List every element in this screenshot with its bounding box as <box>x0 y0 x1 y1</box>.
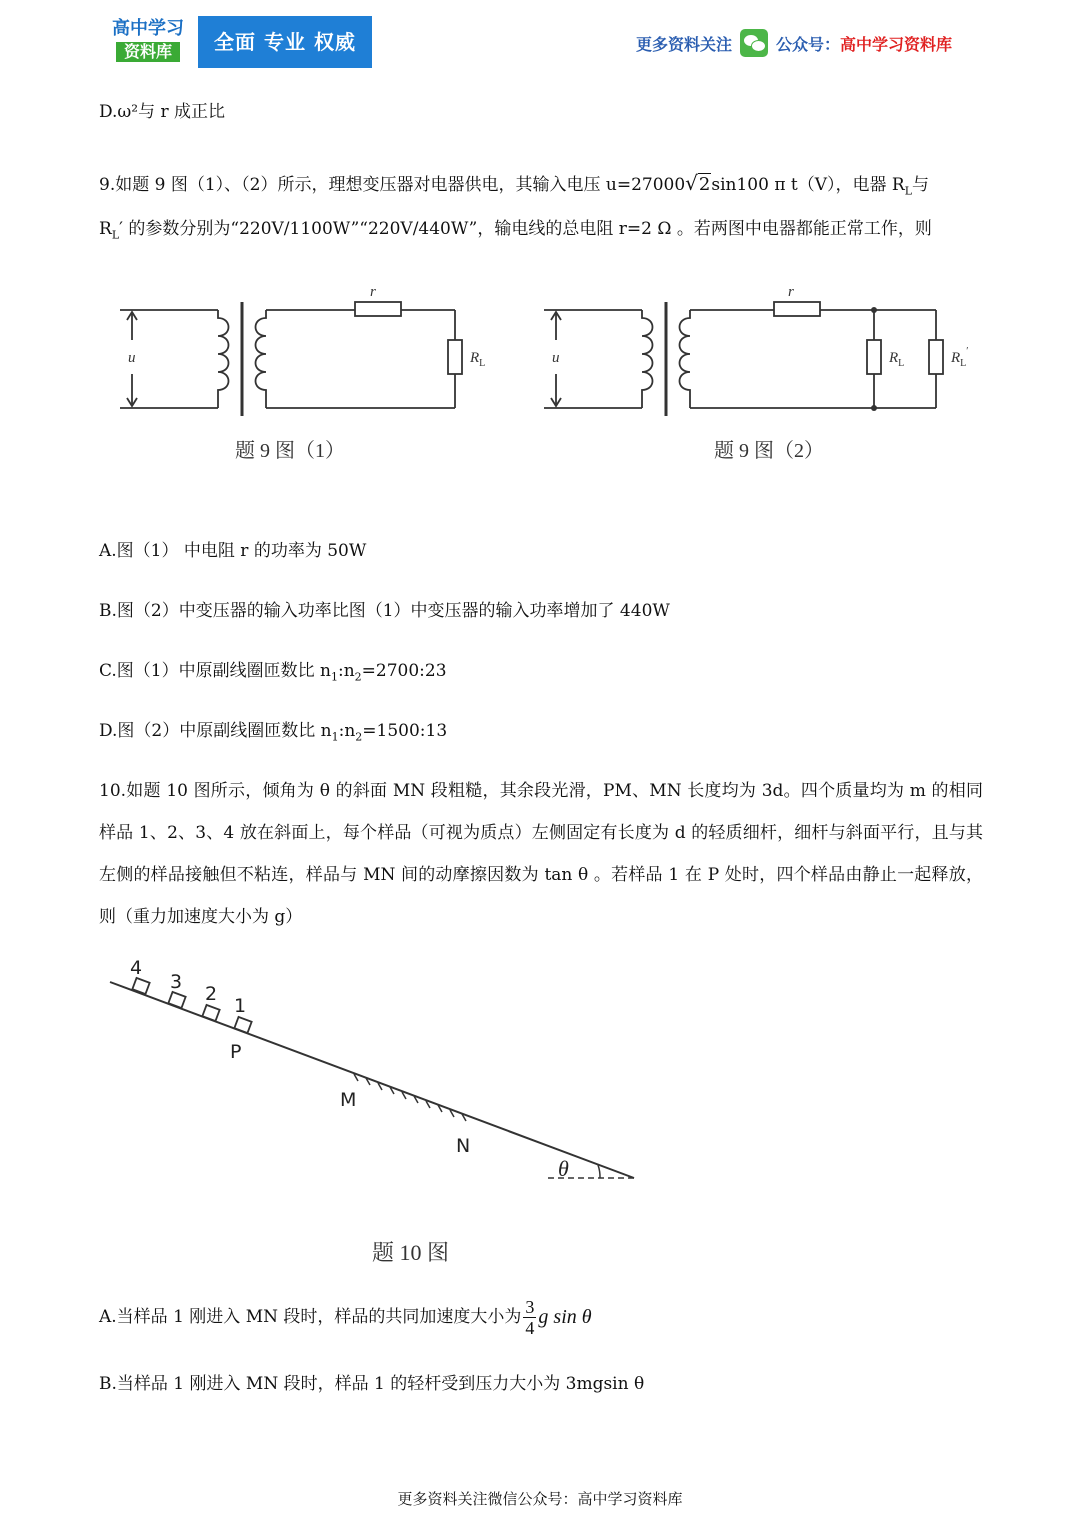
q9-option-b: B.图（2）中变压器的输入功率比图（1）中变压器的输入功率增加了 440W <box>99 601 670 621</box>
circuit-1 <box>120 302 462 416</box>
caption-fig9-1: 题 9 图（1） <box>235 440 345 462</box>
q9-stem-line1: 9.如题 9 图（1）、（2）所示，理想变压器对电器供电，其输入电压 u=27000√2sin100 π t（V），电器 $R_L$与 <box>99 171 930 198</box>
label-u-1: u <box>128 350 136 366</box>
q9-option-c <box>99 660 447 688</box>
label-RLp-2: $R_L'$ <box>951 346 969 369</box>
label-N: N <box>456 1135 471 1157</box>
sqrt-value: 2 <box>698 174 711 195</box>
incline-line <box>110 982 634 1178</box>
label-sample-3: 3 <box>170 971 183 993</box>
junction-dot-top <box>871 307 877 313</box>
q9-stem-R: R <box>99 219 112 239</box>
q9-stem-text3: 与 <box>912 175 930 195</box>
q9-stem-line2 <box>99 218 932 246</box>
q9-option-d <box>99 720 447 748</box>
logo-line2: 资料库 <box>116 42 180 62</box>
subscript-L: L <box>904 184 913 198</box>
q9-option-c-ratio: =2700:23 <box>361 661 447 681</box>
q9-option-a: A.图（1） 中电阻 r 的功率为 50W <box>99 541 367 561</box>
q9-stem-text4: ′ 的参数分别为“220V/1100W”“220V/440W”，输电线的总电阻 r=2 Ω 。若两图中电器都能正常工作，则 <box>119 219 932 239</box>
q9-stem-text: 9.如题 9 图（1）、（2）所示，理想变压器对电器供电，其输入电压 u=27000 <box>99 175 686 195</box>
q9-option-d-mid: :n <box>338 721 356 741</box>
page-footer: 更多资料关注微信公众号：高中学习资料库 <box>397 1490 683 1508</box>
q10-option-a <box>99 1292 592 1342</box>
q9-option-d-text: D.图（2）中原副线圈匝数比 n <box>99 721 332 741</box>
q9-option-d-ratio: =1500:13 <box>362 721 448 741</box>
label-Lp-2: L <box>960 358 967 369</box>
q9-option-c-mid: :n <box>337 661 355 681</box>
q10-stem: 10.如题 10 图所示，倾角为 θ 的斜面 MN 段粗糙，其余段光滑，PM、MN 长度均为 3d。四个质量均为 m 的相同样品 1、2、3、4 放在斜面上，每个样品（可视为质点）左侧固定有长度为 d 的轻质细杆，细杆与斜面平行，且与其左侧的样品接触但不粘连，样品与 MN 间的动摩擦因数为 tan θ 。若样品 1 在 P 处时，四个样品由静止一起释放，则（重力加速度大小为 g） <box>99 781 983 927</box>
label-RL-2 <box>888 350 904 369</box>
logo <box>112 18 184 64</box>
header-banner: 全面 专业 权威 <box>198 16 372 68</box>
fraction-denominator: 4 <box>525 1317 535 1338</box>
header-more-text: 更多资料关注 <box>636 34 733 54</box>
label-theta: θ <box>558 1156 569 1181</box>
circuit-2 <box>544 302 943 416</box>
q10-incline-figure <box>100 950 660 1280</box>
q10-option-b: B.当样品 1 刚进入 MN 段时，样品 1 的轻杆受到压力大小为 3mgsin θ <box>99 1374 645 1394</box>
label-RL-1 <box>469 350 485 369</box>
label-R-2: R <box>889 350 899 366</box>
q10-option-a-expr: g sin θ <box>538 1306 592 1328</box>
header-account-label: 公众号： <box>776 34 841 54</box>
label-sample-1: 1 <box>234 995 247 1017</box>
q9-option-c-text: C.图（1）中原副线圈匝数比 n <box>99 661 331 681</box>
q9-stem-text2: sin100 π t（V），电器 R <box>711 175 905 195</box>
caption-fig10: 题 10 图 <box>372 1240 450 1265</box>
fraction-numerator: 3 <box>525 1296 535 1317</box>
label-sample-2: 2 <box>205 983 218 1005</box>
label-R-3: R <box>951 350 961 366</box>
subscript-1: 1 <box>330 670 338 684</box>
caption-fig9-2: 题 9 图（2） <box>714 440 824 462</box>
label-r-2: r <box>788 284 794 300</box>
label-sample-4: 4 <box>130 957 143 979</box>
subscript-L2: L <box>111 228 120 242</box>
q8-option-d: D.ω²与 r 成正比 <box>99 102 226 122</box>
junction-dot-bottom <box>871 405 877 411</box>
label-P: P <box>230 1041 242 1063</box>
label-u-2: u <box>552 350 560 366</box>
subscript-1b: 1 <box>331 730 339 744</box>
rough-hatching <box>354 1074 466 1121</box>
label-r-1: r <box>370 284 376 300</box>
q9-circuit-figures <box>108 280 998 480</box>
subscript-2b: 2 <box>355 730 363 744</box>
logo-line1: 高中学习 <box>112 18 184 39</box>
subscript-2: 2 <box>354 670 362 684</box>
label-R-1: R <box>470 350 480 366</box>
wechat-icon <box>740 29 768 57</box>
fraction-three-quarters <box>523 1297 536 1338</box>
label-L-2: L <box>898 358 905 369</box>
header-promo <box>636 28 952 58</box>
label-L-1: L <box>479 358 486 369</box>
label-M: M <box>340 1089 357 1111</box>
header-account-name: 高中学习资料库 <box>840 34 953 54</box>
q10-option-a-text: A.当样品 1 刚进入 MN 段时，样品的共同加速度大小为 <box>99 1307 522 1327</box>
